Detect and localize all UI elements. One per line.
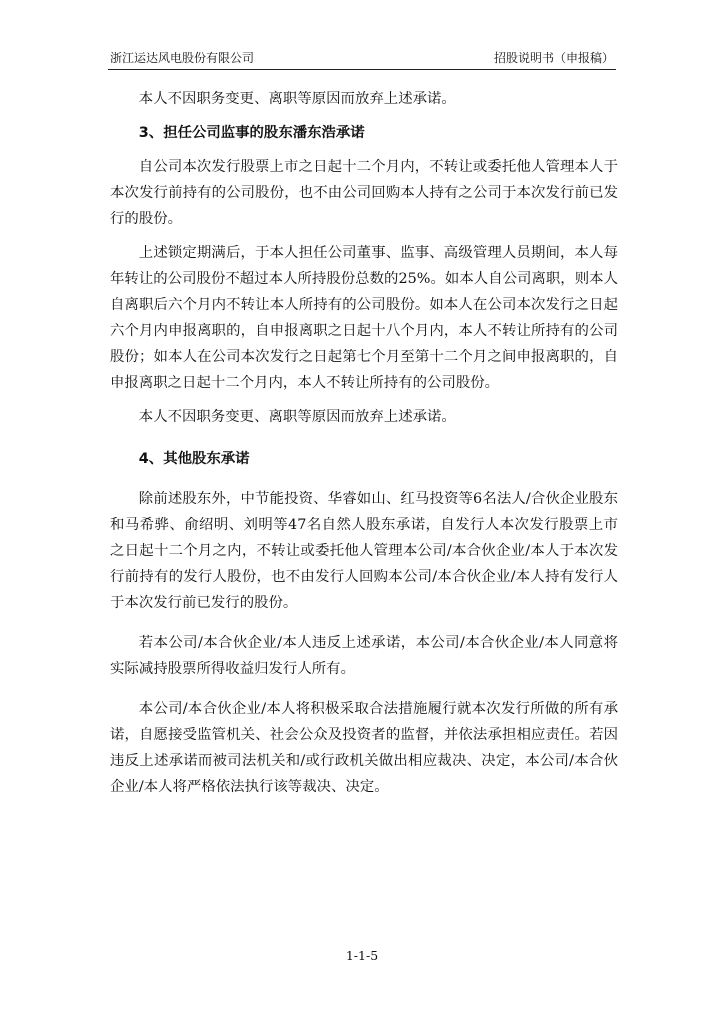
paragraph-other-shareholders: 除前述股东外，中节能投资、华睿如山、红马投资等6名法人/合伙企业股东和马希骅、俞绍明、刘明等47名自然人股东承诺，自发行人本次发行股票上市之日起十二个月之内，不转让或委托他人管理本公司/本合伙企业/本人于本次发行前持有的发行人股份，也不由发行人回购本公司/本合伙企业/本人持有发行人于本次发行前已发行的股份。 xyxy=(110,491,618,611)
section-heading-4: 4、其他股东承诺 xyxy=(138,451,250,467)
header-company-name: 浙江运达风电股份有限公司 xyxy=(110,51,255,65)
section-heading-3: 3、担任公司监事的股东潘东浩承诺 xyxy=(138,125,365,141)
page-number: 1-1-5 xyxy=(345,948,379,963)
paragraph-post-lockup-transfer: 上述锁定期满后，于本人担任公司董事、监事、高级管理人员期间，本人每年转让的公司股份不超过本人所持股份总数的25%。如本人自公司离职，则本人自离职后六个月内不转让本人所持有的公司股份。如本人在公司本次发行之日起六个月内申报离职的，自申报离职之日起十八个月内，本人不转让所持有的公司股份；如本人在公司本次发行之日起第七个月至第十二个月之间申报离职的，自申报离职之日起十二个月内，本人不转让所持有的公司股份。 xyxy=(110,245,618,391)
paragraph-lockup-12-months: 自公司本次发行股票上市之日起十二个月内，不转让或委托他人管理本人于本次发行前持有的公司股份，也不由公司回购本人持有之公司于本次发行前已发行的股份。 xyxy=(110,159,618,227)
document-body xyxy=(110,86,618,800)
paragraph-supervision-liability: 本公司/本合伙企业/本人将积极采取合法措施履行就本次发行所做的所有承诺，自愿接受监管机关、社会公众及投资者的监督，并依法承担相应责任。若因违反上述承诺而被司法机关和/或行政机关做出相应裁决、决定，本公司/本合伙企业/本人将严格依法执行该等裁决、决定。 xyxy=(110,701,618,795)
page-header xyxy=(108,49,616,70)
header-document-title: 招股说明书（申报稿） xyxy=(493,51,614,65)
paragraph-proceeds-to-issuer: 若本公司/本合伙企业/本人违反上述承诺，本公司/本合伙企业/本人同意将实际减持股票所得收益归发行人所有。 xyxy=(110,635,618,677)
paragraph-commitment-not-abandoned-1: 本人不因职务变更、离职等原因而放弃上述承诺。 xyxy=(138,91,456,107)
paragraph-commitment-not-abandoned-2: 本人不因职务变更、离职等原因而放弃上述承诺。 xyxy=(138,409,456,425)
